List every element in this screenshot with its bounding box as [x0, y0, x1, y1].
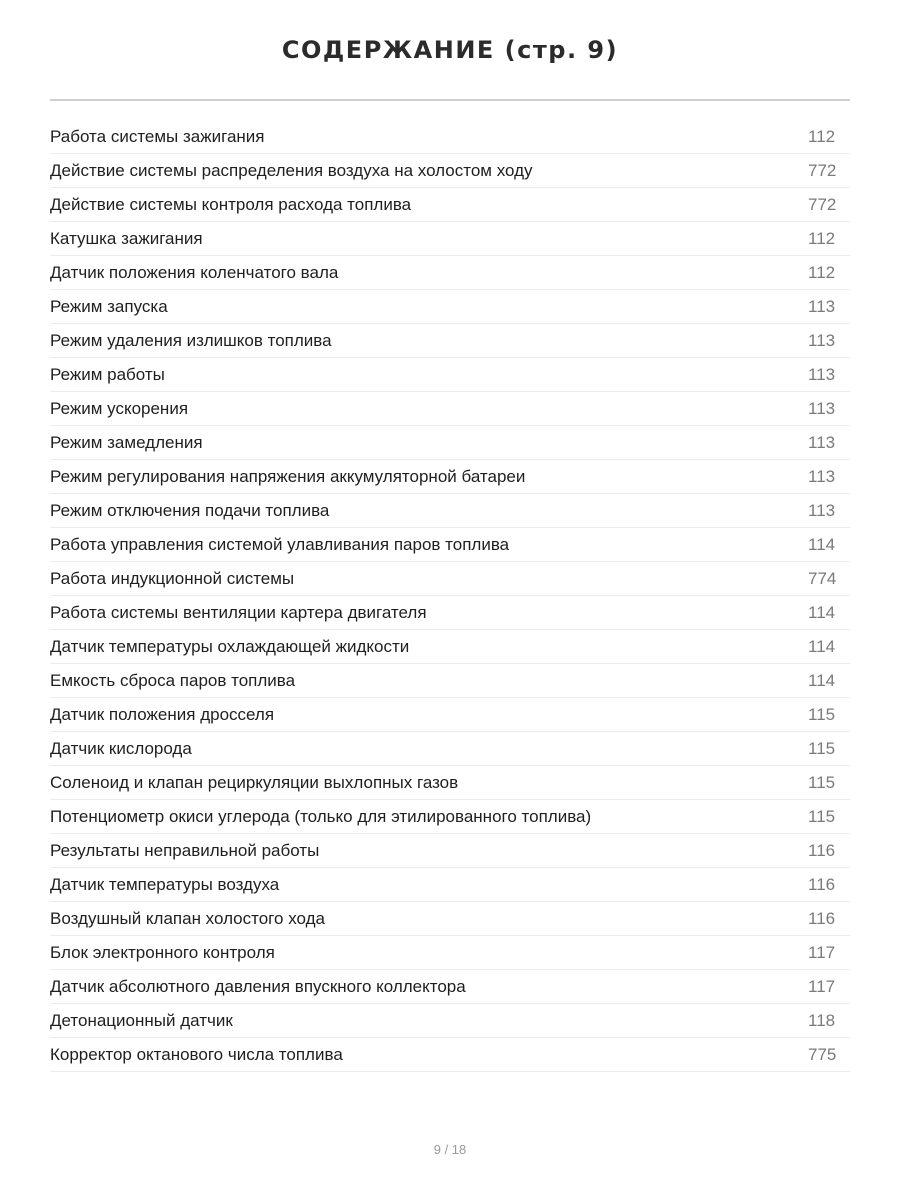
toc-entry-label: Режим удаления излишков топлива [50, 331, 332, 350]
toc-entry-label: Катушка зажигания [50, 229, 203, 248]
toc-entry[interactable] [50, 494, 850, 528]
toc-entry-label: Работа системы зажигания [50, 127, 265, 146]
toc-entry-page: 118 [808, 1011, 836, 1030]
toc-entry-page: 115 [808, 807, 836, 826]
toc-entry-page: 772 [808, 195, 837, 214]
toc-entry-page: 116 [808, 909, 836, 928]
toc-entry-page: 115 [808, 773, 836, 792]
toc-entry-label: Датчик положения коленчатого вала [50, 263, 339, 282]
toc-entry-label: Корректор октанового числа топлива [50, 1045, 343, 1064]
toc-entry-page: 113 [808, 297, 836, 316]
page-number: 9 / 18 [433, 1142, 467, 1157]
toc-entry[interactable] [50, 970, 850, 1004]
toc-entry[interactable] [50, 154, 850, 188]
toc-entry[interactable] [50, 460, 850, 494]
toc-entry[interactable] [50, 1004, 850, 1038]
toc-entry[interactable] [50, 664, 850, 698]
toc-entry-page: 116 [808, 875, 836, 894]
toc-entry-label: Действие системы контроля расхода топлива [50, 195, 412, 214]
toc-entry-label: Детонационный датчик [50, 1011, 233, 1030]
toc-entry-page: 113 [808, 501, 836, 520]
toc-entry[interactable] [50, 630, 850, 664]
toc-entry[interactable] [50, 800, 850, 834]
title-divider [50, 99, 850, 101]
toc-entry[interactable] [50, 766, 850, 800]
toc-entry-page: 115 [808, 739, 836, 758]
toc-entry[interactable] [50, 596, 850, 630]
toc-entry[interactable] [50, 732, 850, 766]
toc-entry[interactable] [50, 256, 850, 290]
toc-entry-page: 775 [808, 1045, 837, 1064]
toc-entry-label: Результаты неправильной работы [50, 841, 320, 860]
toc-entry[interactable] [50, 834, 850, 868]
toc-entry-page: 116 [808, 841, 836, 860]
toc-entry-page: 114 [808, 603, 836, 622]
toc-entry-page: 772 [808, 161, 837, 180]
toc-entry-label: Датчик кислорода [50, 739, 192, 758]
toc-entry-page: 112 [808, 263, 836, 282]
toc-entry-label: Режим ускорения [50, 399, 189, 418]
toc-entry-label: Работа индукционной системы [50, 569, 295, 588]
toc-entry-label: Датчик температуры охлаждающей жидкости [50, 637, 410, 656]
toc-entry-page: 114 [808, 637, 836, 656]
toc-entry-label: Режим регулирования напряжения аккумуляторной батареи [50, 467, 526, 486]
toc-entry[interactable] [50, 936, 850, 970]
toc-entry-label: Работа управления системой улавливания паров топлива [50, 535, 510, 554]
toc-entry[interactable] [50, 902, 850, 936]
toc-entry[interactable] [50, 528, 850, 562]
toc-entry[interactable] [50, 698, 850, 732]
toc-entry-page: 115 [808, 705, 836, 724]
toc-entry[interactable] [50, 562, 850, 596]
toc-entry[interactable] [50, 324, 850, 358]
toc-entry[interactable] [50, 188, 850, 222]
page-title: СОДЕРЖАНИЕ (стр. 9) [281, 36, 619, 64]
toc-entry-page: 113 [808, 331, 836, 350]
toc-entry-page: 114 [808, 671, 836, 690]
toc-entry[interactable] [50, 358, 850, 392]
toc-entry[interactable] [50, 222, 850, 256]
toc-entry-page: 113 [808, 467, 836, 486]
toc-entry[interactable] [50, 290, 850, 324]
toc-entry-page: 774 [808, 569, 837, 588]
toc-entry[interactable] [50, 120, 850, 154]
toc-entry-label: Емкость сброса паров топлива [50, 671, 296, 690]
toc-entry-label: Потенциометр окиси углерода (только для этилированного топлива) [50, 807, 592, 826]
toc-entry[interactable] [50, 392, 850, 426]
toc-entry-label: Датчик абсолютного давления впускного коллектора [50, 977, 466, 996]
toc-entry-page: 114 [808, 535, 836, 554]
toc-entry-label: Работа системы вентиляции картера двигателя [50, 603, 427, 622]
toc-entry-page: 113 [808, 433, 836, 452]
toc-entry-label: Режим замедления [50, 433, 203, 452]
toc-entry-label: Соленоид и клапан рециркуляции выхлопных газов [50, 773, 459, 792]
toc-entry-label: Датчик температуры воздуха [50, 875, 280, 894]
toc-entry-page: 113 [808, 399, 836, 418]
toc-entry[interactable] [50, 1038, 850, 1072]
toc-entry-page: 113 [808, 365, 836, 384]
toc-entry-page: 112 [808, 127, 836, 146]
toc-entry[interactable] [50, 868, 850, 902]
toc-entry-page: 112 [808, 229, 836, 248]
toc-entry-page: 117 [808, 943, 836, 962]
toc-entry[interactable] [50, 426, 850, 460]
toc-list [50, 120, 850, 1072]
toc-entry-label: Режим работы [50, 365, 165, 384]
toc-entry-label: Блок электронного контроля [50, 943, 275, 962]
toc-entry-page: 117 [808, 977, 836, 996]
toc-entry-label: Режим отключения подачи топлива [50, 501, 330, 520]
toc-entry-label: Датчик положения дросселя [50, 705, 275, 724]
toc-entry-label: Воздушный клапан холостого хода [50, 909, 325, 928]
toc-entry-label: Действие системы распределения воздуха на холостом ходу [50, 161, 533, 180]
toc-entry-label: Режим запуска [50, 297, 168, 316]
